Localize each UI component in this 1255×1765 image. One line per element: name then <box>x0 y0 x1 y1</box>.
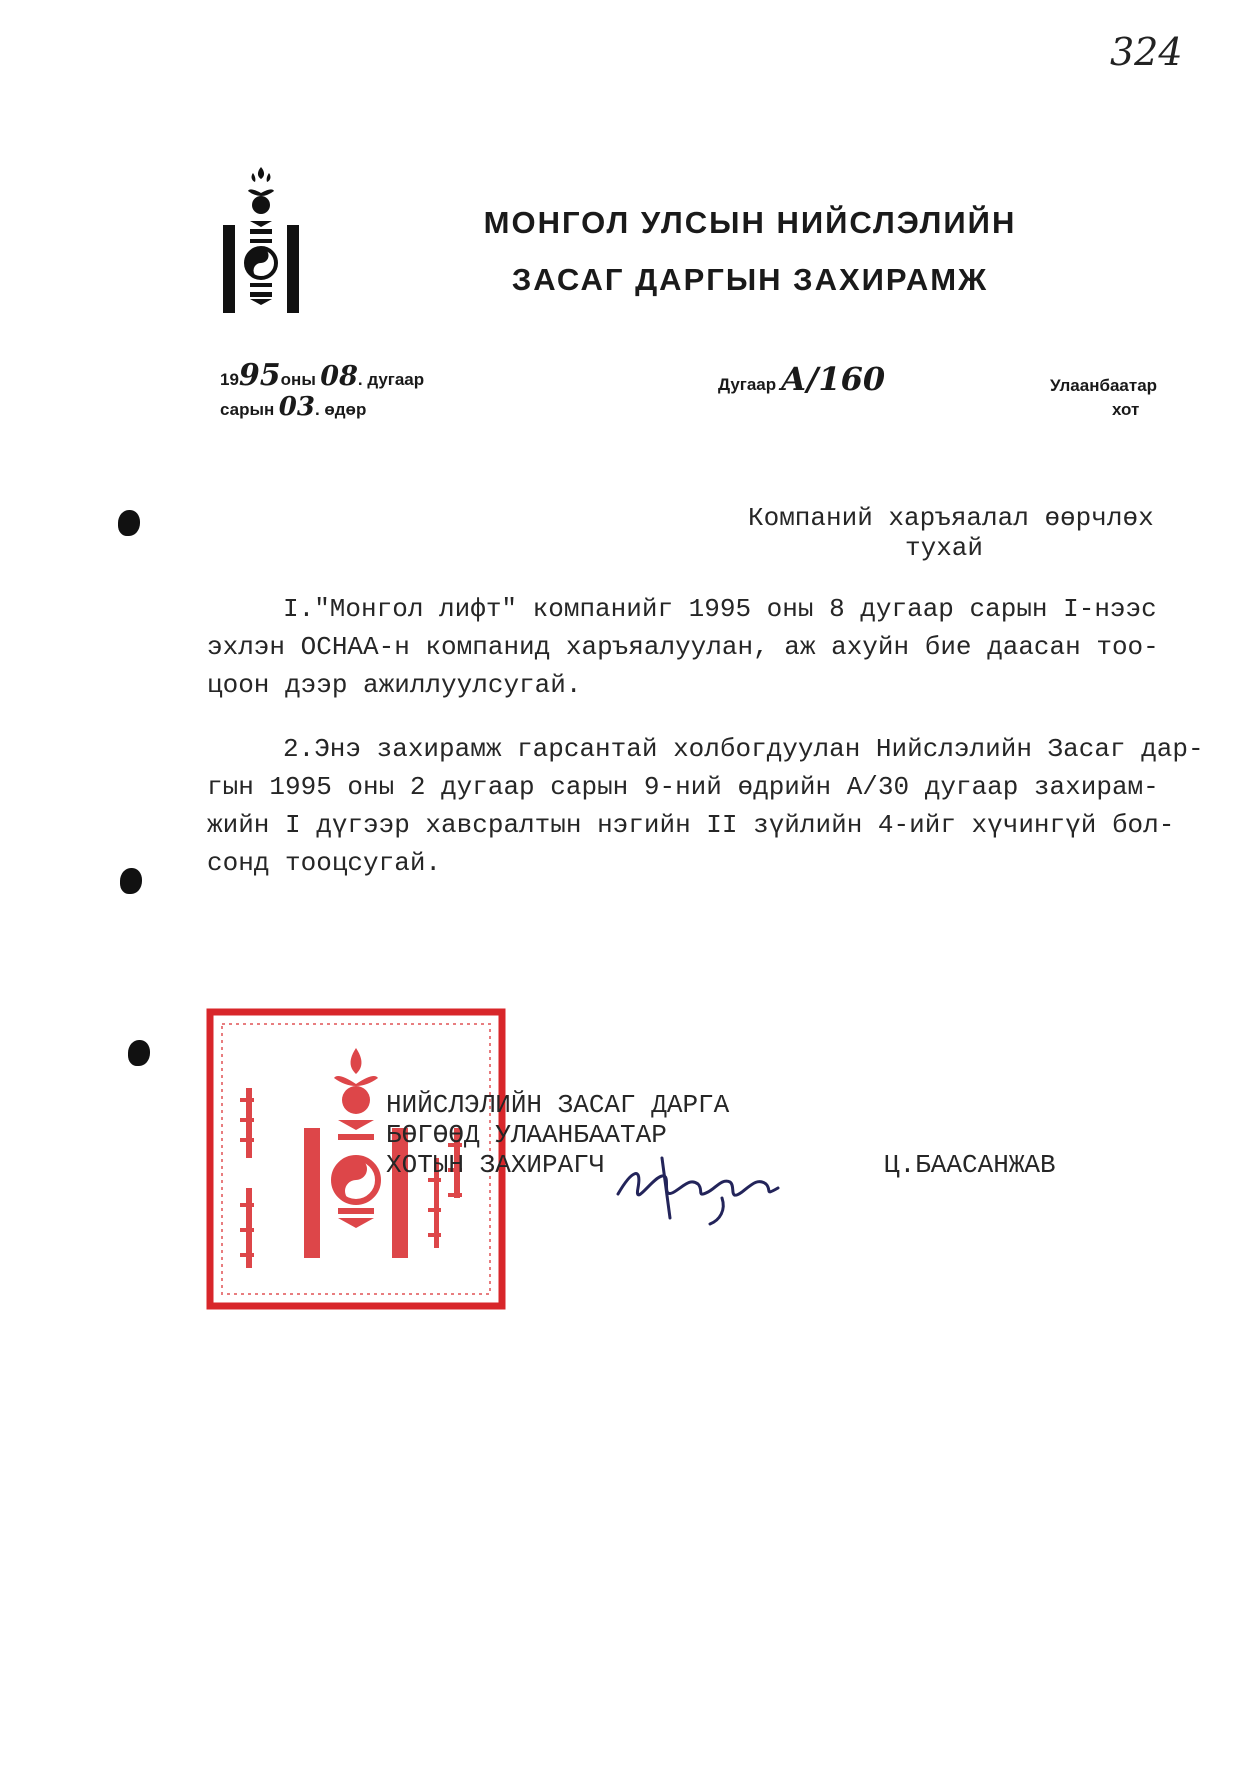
order-number-value: А/160 <box>780 360 886 398</box>
signatory-title-line2: БӨГӨӨД УЛААНБААТАР <box>386 1120 667 1150</box>
place-line2: хот <box>1112 400 1140 419</box>
date-saryn: сарын <box>220 400 275 419</box>
page-number: 324 <box>1110 30 1183 74</box>
document-title-line1: МОНГОЛ УЛСЫН НИЙСЛЭЛИЙН <box>483 205 1017 240</box>
date-line2 <box>220 392 366 422</box>
signatory-title-line1: НИЙСЛЭЛИЙН ЗАСАГ ДАРГА <box>386 1090 730 1120</box>
handwritten-signature <box>612 1148 792 1228</box>
paragraph-1-line-3: цоон дээр ажиллуулсугай. <box>207 670 582 700</box>
paragraph-2-line-2: гын 1995 оны 2 дугаар сарын 9-ний өдрийн А/30 дугаар захирам- <box>207 772 1159 802</box>
paragraph-2-line-4: сонд тооцсугай. <box>207 848 442 878</box>
order-number <box>718 360 885 398</box>
punch-hole-2 <box>120 868 142 894</box>
subject-line1: Компаний харъяалал өөрчлөх <box>748 503 1154 533</box>
order-number-label: Дугаар <box>718 375 777 394</box>
soyombo-emblem-icon <box>220 165 302 320</box>
punch-hole-3 <box>128 1040 150 1066</box>
paragraph-1-line-2: эхлэн ОСНАА-н компанид харъяалуулан, аж ахуйн бие даасан тоо- <box>207 632 1159 662</box>
signatory-name: Ц.БААСАНЖАВ <box>884 1150 1056 1180</box>
date-year-hand: 95 <box>238 358 281 393</box>
place-line1: Улаанбаатар <box>1050 376 1158 395</box>
date-month-hand: 08 <box>320 361 358 392</box>
paragraph-2-line-1: 2.Энэ захирамж гарсантай холбогдуулан Нийслэлийн Засаг дар- <box>283 734 1204 764</box>
date-dugaar: . дугаар <box>357 370 425 389</box>
date-day-hand: 03 <box>278 392 315 422</box>
paragraph-2-line-3: жийн I дүгээр хавсралтын нэгийн II зүйлийн 4-ийг хүчингүй бол- <box>207 810 1175 840</box>
date-odor: . өдөр <box>314 400 367 419</box>
date-line1 <box>220 358 424 393</box>
subject-line2: тухай <box>905 533 984 563</box>
paragraph-1-line-1: I."Монгол лифт" компанийг 1995 оны 8 дугаар сарын I-нээс <box>283 594 1157 624</box>
document-title-line2: ЗАСАГ ДАРГЫН ЗАХИРАМЖ <box>511 262 989 297</box>
punch-hole-1 <box>118 510 140 536</box>
date-year-prefix: 19 <box>220 370 239 389</box>
signatory-title-line3: ХОТЫН ЗАХИРАГЧ <box>386 1150 605 1180</box>
date-ony: оны <box>280 370 316 389</box>
